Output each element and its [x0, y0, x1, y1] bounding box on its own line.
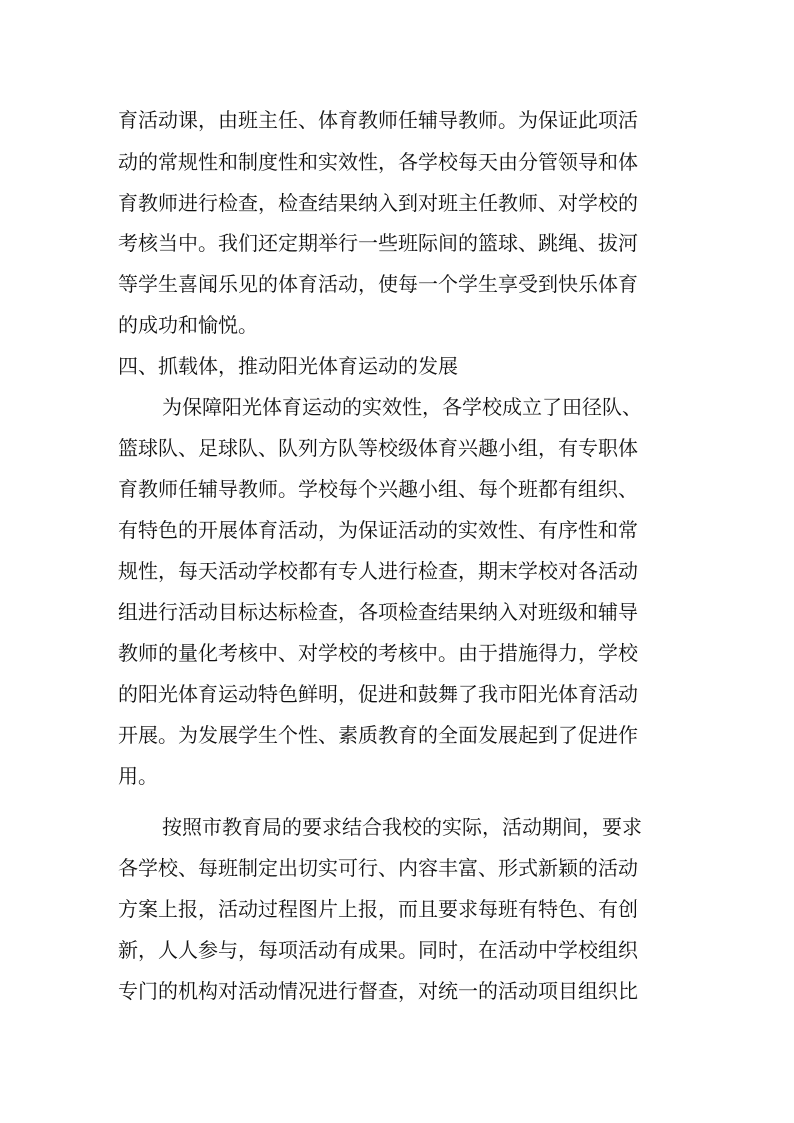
body-text-line: 教师的量化考核中、对学校的考核中。由于措施得力，学校 — [118, 641, 638, 665]
body-text-line: 组进行活动目标达标检查，各项检查结果纳入对班级和辅导 — [118, 600, 638, 624]
body-text-line: 动的常规性和制度性和实效性，各学校每天由分管领导和体 — [118, 150, 638, 174]
body-text-line: 专门的机构对活动情况进行督查，对统一的活动项目组织比 — [118, 979, 638, 1003]
section-heading: 四、抓载体，推动阳光体育运动的发展 — [118, 354, 458, 378]
body-text-line: 的阳光体育运动特色鲜明，促进和鼓舞了我市阳光体育活动 — [118, 682, 638, 706]
body-text-line: 方案上报，活动过程图片上报，而且要求每班有特色、有创 — [118, 897, 638, 921]
body-text-line: 育教师进行检查，检查结果纳入到对班主任教师、对学校的 — [118, 191, 638, 215]
body-text-line: 考核当中。我们还定期举行一些班际间的篮球、跳绳、拔河 — [118, 231, 638, 255]
body-text-line: 开展。为发展学生个性、素质教育的全面发展起到了促进作 — [118, 723, 638, 747]
body-text-line: 各学校、每班制定出切实可行、内容丰富、形式新颖的活动 — [118, 856, 638, 880]
body-text-line: 育活动课，由班主任、体育教师任辅导教师。为保证此项活 — [118, 108, 638, 132]
body-text-line: 篮球队、足球队、队列方队等校级体育兴趣小组，有专职体 — [118, 436, 638, 460]
body-text-line: 的成功和愉悦。 — [118, 313, 258, 337]
body-text-line: 新，人人参与，每项活动有成果。同时，在活动中学校组织 — [118, 938, 638, 962]
body-text-line: 按照市教育局的要求结合我校的实际，活动期间，要求 — [162, 815, 642, 839]
body-text-line: 为保障阳光体育运动的实效性，各学校成立了田径队、 — [162, 395, 642, 419]
body-text-line: 规性，每天活动学校都有专人进行检查，期末学校对各活动 — [118, 559, 638, 583]
body-text-line: 育教师任辅导教师。学校每个兴趣小组、每个班都有组织、 — [118, 477, 638, 501]
body-text-line: 等学生喜闻乐见的体育活动，使每一个学生享受到快乐体育 — [118, 272, 638, 296]
body-text-line: 用。 — [118, 764, 158, 788]
body-text-line: 有特色的开展体育活动，为保证活动的实效性、有序性和常 — [118, 518, 638, 542]
